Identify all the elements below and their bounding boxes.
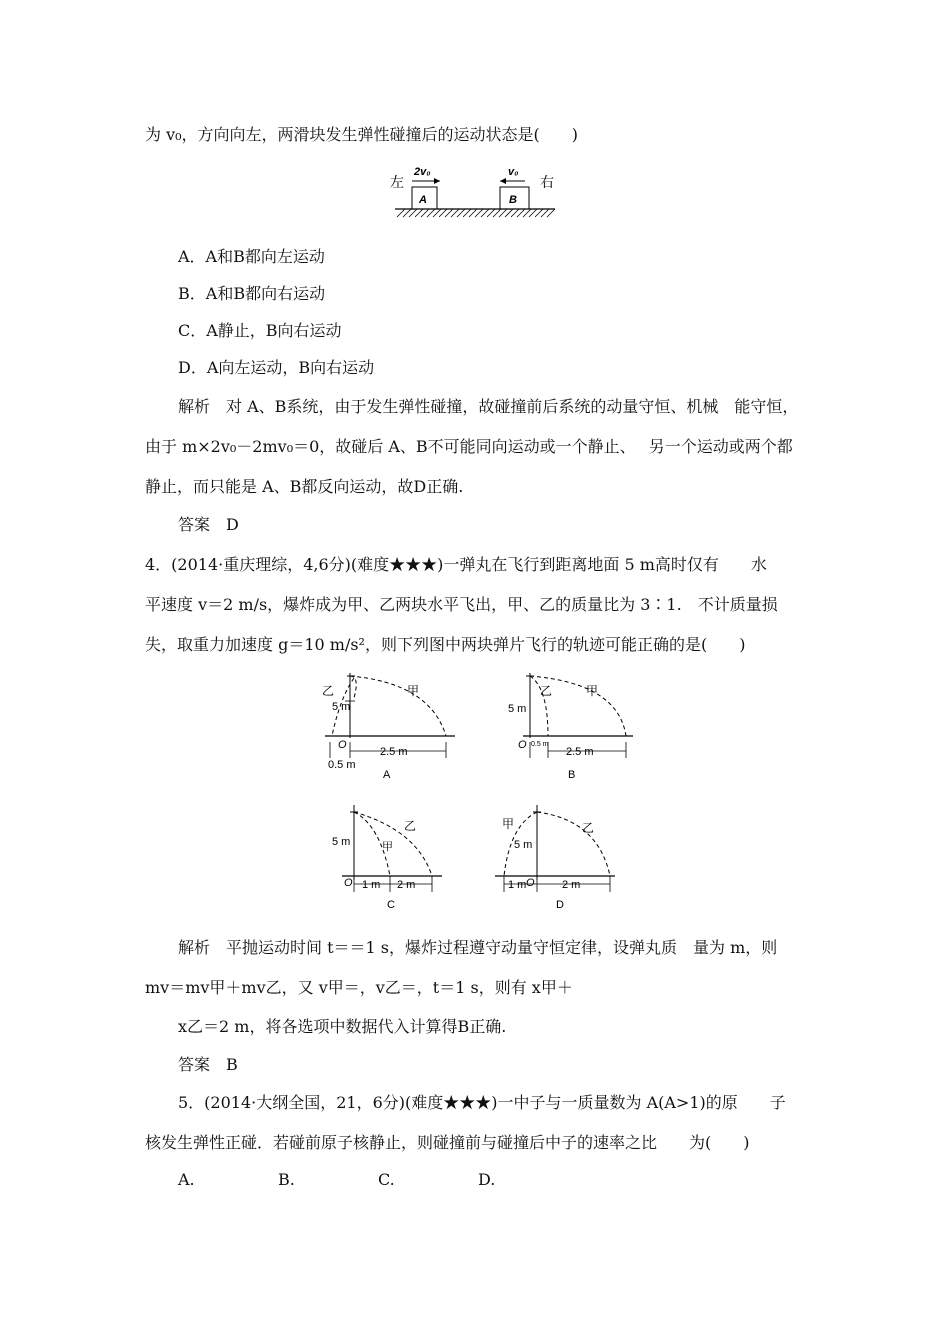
svg-text:O: O (526, 877, 535, 889)
q3-option-d: D．A向左运动，B向右运动 (178, 358, 375, 377)
q5-option-b: B. (278, 1170, 295, 1189)
svg-text:5 m: 5 m (332, 701, 351, 713)
q4-stem-2: 平速度 v＝2 m/s，爆炸成为甲、乙两块水平飞出，甲、乙的质量比为 3∶1. 不计质量损 (145, 595, 778, 614)
fig-left-label: 左 (390, 174, 404, 190)
q4-analysis-3: x乙＝2 m，将各选项中数据代入计算得B正确. (178, 1017, 507, 1036)
svg-text:5 m: 5 m (508, 703, 527, 715)
svg-text:1 m: 1 m (362, 879, 381, 891)
svg-text:1 m: 1 m (508, 879, 527, 891)
q5-option-d: D. (478, 1170, 496, 1189)
svg-text:0.5 m: 0.5 m (328, 759, 356, 771)
svg-text:B: B (568, 769, 576, 781)
q3-option-b: B．A和B都向右运动 (178, 284, 326, 303)
svg-text:2 m: 2 m (397, 879, 416, 891)
q4-figure-b (508, 668, 658, 785)
svg-text:甲: 甲 (586, 684, 599, 698)
svg-text:A: A (419, 194, 427, 206)
svg-text:C: C (387, 899, 395, 911)
q3-option-a: A．A和B都向左运动 (178, 247, 325, 266)
fig-a-velocity: 2v₀ (414, 166, 431, 178)
q4-answer: 答案 B (178, 1055, 238, 1074)
svg-text:A: A (383, 769, 391, 781)
svg-text:甲: 甲 (502, 817, 515, 831)
ground-hatch (397, 209, 555, 217)
q4-analysis-2: mv＝mv甲＋mv乙，又 v甲＝，v乙＝，t＝1 s，则有 x甲＋ (145, 978, 573, 997)
svg-text:0.5 m: 0.5 m (531, 741, 549, 748)
svg-text:2.5 m: 2.5 m (566, 746, 594, 758)
svg-text:乙: 乙 (322, 684, 335, 698)
fig-right-label: 右 (540, 174, 554, 190)
q5-stem-2: 核发生弹性正碰．若碰前原子核静止，则碰撞前与碰撞后中子的速率之比 为( ) (145, 1133, 750, 1152)
q3-stem-end: 为 v₀，方向向左，两滑块发生弹性碰撞后的运动状态是( ) (145, 125, 579, 144)
q3-analysis-3: 静止，而只能是 A、B都反向运动，故D正确. (145, 477, 464, 496)
q4-analysis-1: 解析 平抛运动时间 t＝＝1 s，爆炸过程遵守动量守恒定律，设弹丸质 量为 m，则 (178, 938, 778, 957)
svg-text:B: B (509, 194, 517, 206)
svg-text:O: O (344, 877, 353, 889)
svg-text:甲: 甲 (382, 841, 393, 853)
q3-option-c: C．A静止，B向右运动 (178, 321, 342, 340)
svg-text:D: D (556, 899, 564, 911)
q4-figure-c (332, 800, 452, 912)
svg-text:甲: 甲 (407, 684, 420, 698)
svg-text:O: O (338, 739, 347, 751)
q3-collision-figure (385, 162, 560, 227)
svg-text:5 m: 5 m (332, 836, 351, 848)
q5-stem-1: 5．(2014·大纲全国，21，6分)(难度★★★)一中子与一质量数为 A(A>1)的原 子 (178, 1093, 786, 1112)
q3-answer: 答案 D (178, 515, 239, 534)
q3-analysis-2: 由于 m×2v₀－2mv₀＝0，故碰后 A、B不可能同向运动或一个静止、 另一个运动或两个都 (145, 437, 793, 456)
svg-text:乙: 乙 (582, 821, 595, 835)
q5-option-c: C. (378, 1170, 395, 1189)
svg-text:O: O (518, 739, 527, 751)
q4-stem-3: 失，取重力加速度 g＝10 m/s²，则下列图中两块弹片飞行的轨迹可能正确的是( ) (145, 635, 746, 654)
q3-analysis-1: 解析 对 A、B系统，由于发生弹性碰撞，故碰撞前后系统的动量守恒、机械 能守恒， (178, 397, 799, 416)
svg-text:5 m: 5 m (514, 839, 533, 851)
q4-stem-1: 4．(2014·重庆理综，4,6分)(难度★★★)一弹丸在飞行到距离地面 5 m高时仅有 水 (145, 555, 767, 574)
svg-text:乙: 乙 (404, 819, 417, 833)
q4-figure-d (490, 800, 620, 912)
svg-text:2 m: 2 m (562, 879, 581, 891)
fig-b-velocity: v₀ (508, 166, 519, 178)
q5-option-a: A. (178, 1170, 195, 1189)
svg-text:乙: 乙 (540, 684, 553, 698)
q4-figure-a (310, 668, 460, 785)
svg-text:2.5 m: 2.5 m (380, 746, 408, 758)
